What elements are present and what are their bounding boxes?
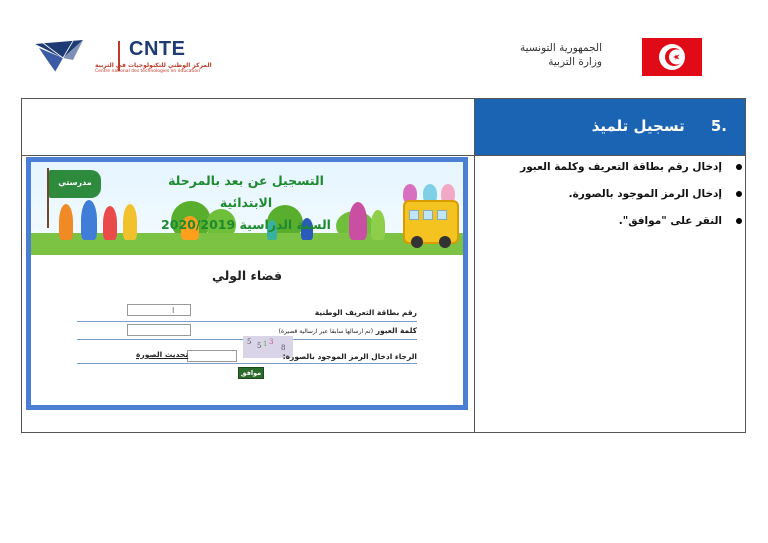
refresh-captcha-link[interactable]: تحديث الصورة	[136, 350, 189, 359]
bullet-icon	[736, 218, 742, 224]
parent-space-screenshot	[26, 157, 468, 410]
child-figure-icon	[103, 206, 117, 240]
gov-line-republic: الجمهورية التونسية	[520, 42, 602, 54]
captcha-input[interactable]	[187, 350, 237, 362]
child-figure-icon	[59, 204, 73, 240]
id-input[interactable]	[127, 304, 191, 316]
section-title	[592, 117, 727, 135]
cnte-emblem-icon	[33, 38, 85, 74]
text-cursor-icon: I	[172, 306, 175, 315]
instruction-list	[520, 161, 746, 242]
cnte-logo	[33, 38, 223, 78]
gov-line-ministry: وزارة التربية	[548, 56, 602, 68]
government-label	[520, 41, 602, 69]
captcha-label: الرجاء ادخال الرمز الموجود بالصورة:	[282, 352, 417, 361]
logo-subtitle-fr: Centre national des technologies en éducation	[95, 69, 201, 74]
section-title-text: تسجيل تلميذ	[591, 117, 685, 135]
captcha-row	[77, 346, 417, 364]
banner	[31, 162, 463, 255]
bullet-icon	[736, 191, 742, 197]
parent-space-title: فضاء الولي	[211, 268, 283, 283]
section-title-cell	[475, 99, 745, 156]
school-bus-icon	[403, 200, 459, 244]
list-item: النقر على "موافق".	[520, 215, 746, 242]
captcha-image: 5 5 1 3 8	[243, 336, 293, 358]
password-input[interactable]	[127, 324, 191, 336]
child-figure-icon	[81, 200, 97, 240]
banner-title	[141, 170, 351, 236]
password-hint: (تم ارسالها سابقا عبر ارسالية قصيرة)	[278, 328, 374, 335]
child-figure-icon	[349, 202, 367, 240]
section-number: .5	[710, 117, 727, 135]
child-figure-icon	[123, 204, 137, 240]
tunisia-flag-icon	[642, 38, 702, 76]
password-label-group	[279, 326, 417, 335]
id-row	[77, 304, 417, 322]
submit-button[interactable]: موافق	[238, 367, 264, 379]
child-figure-icon	[371, 210, 385, 240]
password-label: كلمة العبور	[375, 326, 417, 335]
list-item: إدخال الرمز الموجود بالصورة.	[520, 188, 746, 215]
row-divider	[22, 155, 474, 156]
banner-title-line1: التسجيل عن بعد بالمرحلة الابتدائية	[168, 173, 324, 210]
bullet-icon	[736, 164, 742, 170]
id-label: رقم بطاقة التعريف الوطنية	[314, 308, 417, 317]
logo-subtitle-ar: المركز الوطني للتكنولوجيات في التربية	[95, 62, 212, 69]
logo-name: CNTE	[129, 38, 186, 60]
banner-title-line2: السنة الدراسية 2020/2019	[161, 217, 331, 232]
list-item: إدخال رقم بطاقة التعريف وكلمة العبور	[520, 161, 746, 188]
school-flag: مدرستي	[49, 170, 101, 198]
